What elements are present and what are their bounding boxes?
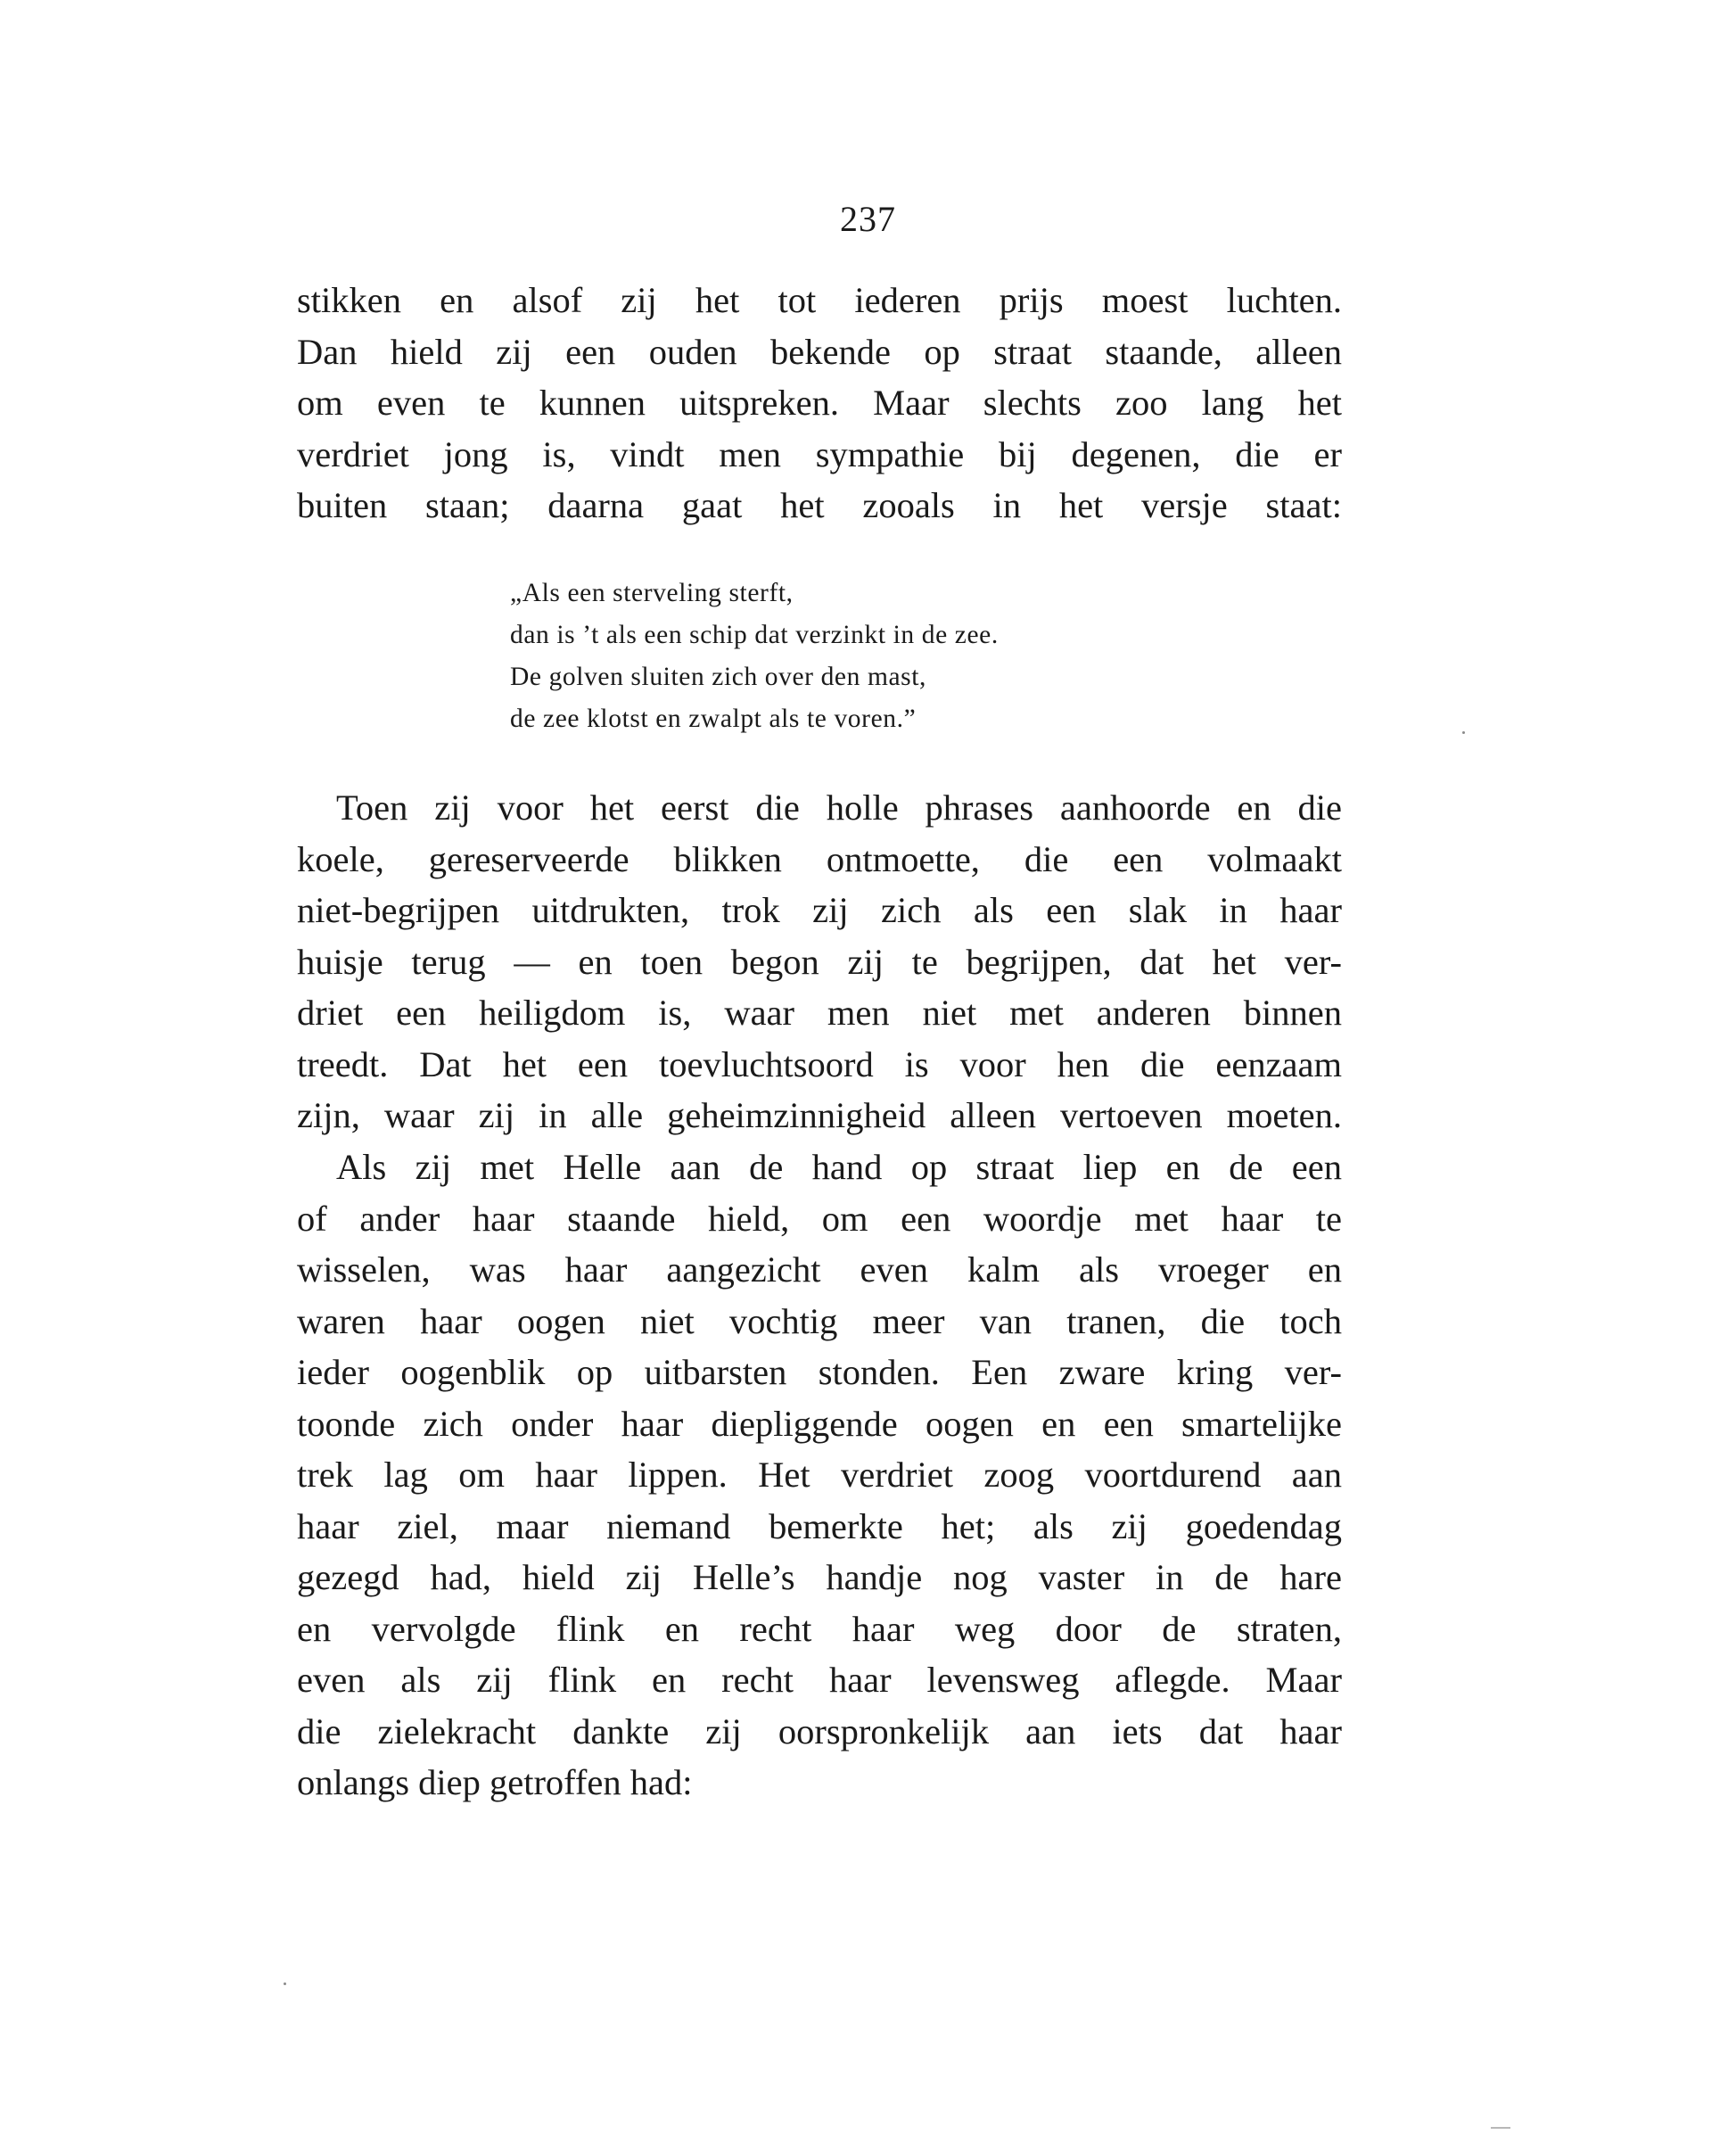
text-line: of ander haar staande hield, om een woordje met haar te (297, 1198, 1342, 1239)
scan-speck (284, 1982, 286, 1985)
text-line: gezegd had, hield zij Helle’s handje nog vaster in de hare (297, 1557, 1342, 1597)
poem-line: de zee klotst en zwalpt als te voren.” (510, 705, 917, 733)
text-line: onlangs diep getroffen had: (297, 1762, 693, 1802)
text-line: die zielekracht dankte zij oorspronkelijk aan iets dat haar (297, 1710, 1342, 1751)
text-line: trek lag om haar lippen. Het verdriet zoog voortdurend aan (297, 1455, 1342, 1495)
text-line: en vervolgde flink en recht haar weg door de straten, (297, 1608, 1342, 1649)
text-line: buiten staan; daarna gaat het zooals in het versje staat: (297, 485, 1342, 525)
text-line: huisje terug — en toen begon zij te begrijpen, dat het ver- (297, 941, 1342, 982)
text-line: koele, gereserveerde blikken ontmoette, die een volmaakt (297, 838, 1342, 879)
text-line: ieder oogenblik op uitbarsten stonden. Een zware kring ver- (297, 1352, 1342, 1392)
paragraph-als (297, 1142, 1342, 1809)
text-line: Toen zij voor het eerst die holle phrases aanhoorde en die (336, 787, 1342, 828)
text-line: niet-begrijpen uitdrukten, trok zij zich als een slak in haar (297, 890, 1342, 930)
text-line: om even te kunnen uitspreken. Maar slechts zoo lang het (297, 383, 1342, 423)
poem-line: De golven sluiten zich over den mast, (510, 663, 927, 691)
poem-line: „Als een sterveling sterft, (510, 579, 794, 607)
text-line: verdriet jong is, vindt men sympathie bij degenen, die er (297, 433, 1342, 474)
text-line: wisselen, was haar aangezicht even kalm als vroeger en (297, 1249, 1342, 1290)
text-line: even als zij flink en recht haar levensweg aflegde. Maar (297, 1660, 1342, 1700)
text-line: treedt. Dat het een toevluchtsoord is voor hen die eenzaam (297, 1043, 1342, 1084)
text-line: zijn, waar zij in alle geheimzinnigheid alleen vertoeven moeten. (297, 1095, 1342, 1135)
text-line: waren haar oogen niet vochtig meer van tranen, die toch (297, 1300, 1342, 1341)
paragraph-toen (297, 782, 1342, 1142)
scan-speck (1491, 2127, 1510, 2129)
poem-line: dan is ’t als een schip dat verzinkt in de zee. (510, 621, 999, 649)
text-line: Dan hield zij een ouden bekende op straat staande, alleen (297, 331, 1342, 372)
scan-speck (1462, 731, 1465, 734)
text-line: driet een heiligdom is, waar men niet met anderen binnen (297, 993, 1342, 1033)
text-line: Als zij met Helle aan de hand op straat liep en de een (336, 1147, 1342, 1187)
paragraph-continued (297, 275, 1342, 532)
page-number: 237 (840, 199, 896, 239)
text-line: haar ziel, maar niemand bemerkte het; als zij goedendag (297, 1505, 1342, 1546)
poem-quote (510, 573, 999, 740)
text-line: stikken en alsof zij het tot iederen prijs moest luchten. (297, 280, 1342, 320)
text-line: toonde zich onder haar diepliggende oogen en een smartelijke (297, 1403, 1342, 1444)
